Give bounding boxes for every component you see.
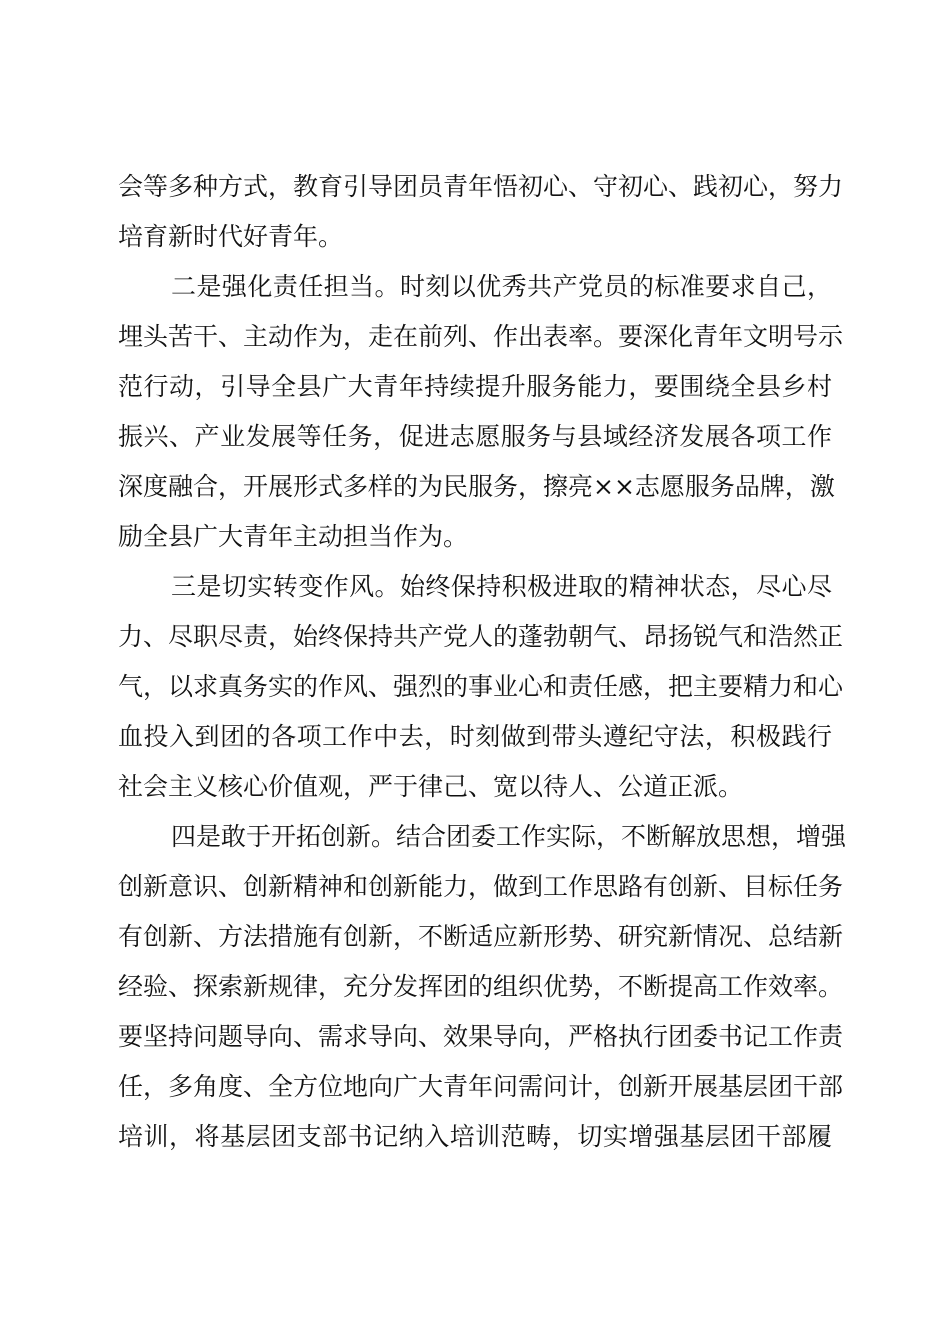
text-line: 培训，将基层团支部书记纳入培训范畴，切实增强基层团干部履: [118, 1122, 832, 1151]
text-line: 社会主义核心价值观，严于律己、宽以待人、公道正派。: [118, 772, 744, 801]
text-line: 范行动，引导全县广大青年持续提升服务能力，要围绕全县乡村: [118, 372, 832, 401]
text-line: 任，多角度、全方位地向广大青年问需问计，创新开展基层团干部: [118, 1072, 844, 1101]
text-line: 血投入到团的各项工作中去，时刻做到带头遵纪守法，积极践行: [118, 722, 832, 751]
body-text: [118, 162, 847, 1162]
text-line: 有创新、方法措施有创新，不断适应新形势、研究新情况、总结新: [118, 922, 844, 951]
text-line: 培育新时代好青年。: [118, 222, 344, 251]
text-line: 气，以求真务实的作风、强烈的事业心和责任感，把主要精力和心: [118, 672, 844, 701]
text-line: 经验、探索新规律，充分发挥团的组织优势，不断提高工作效率。: [118, 972, 844, 1001]
paragraph-start-line: 二是强化责任担当。时刻以优秀共产党员的标准要求自己，: [171, 272, 832, 301]
paragraph-start-line: 三是切实转变作风。始终保持积极进取的精神状态，尽心尽: [171, 572, 832, 601]
text-line: 振兴、产业发展等任务，促进志愿服务与县域经济发展各项工作: [118, 422, 832, 451]
text-line: 深度融合，开展形式多样的为民服务，擦亮××志愿服务品牌，激: [118, 472, 835, 501]
text-line: 创新意识、创新精神和创新能力，做到工作思路有创新、目标任务: [118, 872, 844, 901]
text-line: 励全县广大青年主动担当作为。: [118, 522, 469, 551]
paragraph-start-line: 四是敢于开拓创新。结合团委工作实际，不断解放思想，增强: [171, 822, 847, 851]
text-line: 埋头苦干、主动作为，走在前列、作出表率。要深化青年文明号示: [118, 322, 844, 351]
text-line: 力、尽职尽责，始终保持共产党人的蓬勃朝气、昂扬锐气和浩然正: [118, 622, 844, 651]
text-line: 会等多种方式，教育引导团员青年悟初心、守初心、践初心，努力: [118, 172, 844, 201]
text-line: 要坚持问题导向、需求导向、效果导向，严格执行团委书记工作责: [118, 1022, 844, 1051]
